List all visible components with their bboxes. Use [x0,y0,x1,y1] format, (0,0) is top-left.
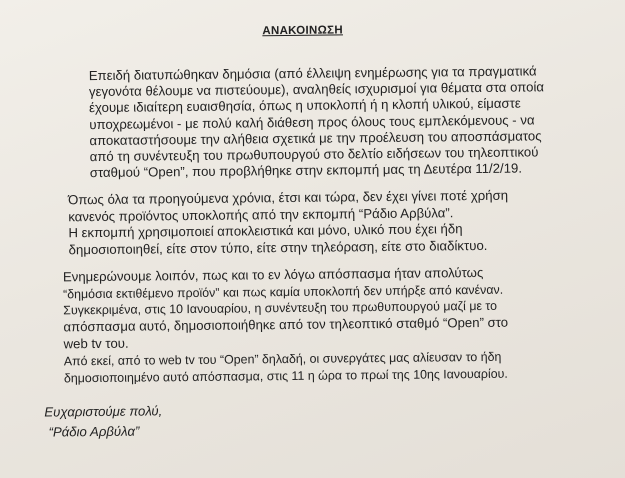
text-line: Η εκπομπή χρησιμοποιεί αποκλειστικά και μόνο, υλικό που έχει ήδη [68,221,463,241]
signoff-thanks: Ευχαριστούμε πολύ, [44,403,163,420]
text-line: Συγκεκριμένα, στις 10 Ιανουαρίου, η συνέντευξη του πρωθυπουργού μαζί με το [63,298,498,318]
text-line: αποκαταστήσουμε την αλήθεια σχετικά με την προέλευση του αποσπάσματος [89,128,542,149]
signoff-signature: “Ράδιο Αρβύλα” [48,423,140,440]
text-line: έχουμε ιδιαίτερη ευαισθησία, όπως η υποκλοπή ή η κλοπή υλικού, είμαστε [89,95,521,116]
text-line: υποχρεωμένοι - με πολύ καλή διάθεση προς όλους τους εμπλεκόμενους - να [89,112,535,133]
text-line: σταθμού “Open”, που προβλήθηκε στην εκπομπή μας τη Δευτέρα 11/2/19. [89,160,523,181]
text-line: Ενημερώνουμε λοιπόν, πως και το εν λόγω απόσπασμα ήταν απολύτως [62,264,484,285]
text-line: “δημόσια εκτιθέμενο προϊόν” και πως καμία υποκλοπή δεν υπήρξε από κανέναν. [63,282,504,302]
text-line: Από εκεί, από το web tv του “Open” δηλαδή, οι συνεργάτες μας αλίευσαν το ήδη [63,349,502,369]
text-line: δημοσιοποιημένο αυτό απόσπασμα, στις 11 η ώρα το πρωί της 10ης Ιανουαρίου. [63,366,508,386]
text-line: από τη συνέντευξη του πρωθυπουργού στο δελτίο ειδήσεων του τηλεοπτικού [89,144,539,165]
text-line: Όπως όλα τα προηγούμενα χρόνια, έτσι και τώρα, δεν έχει γίνει ποτέ χρήση [68,187,509,208]
text-line: απόσπασμα αυτό, δημοσιοποιήθηκε από τον τηλεοπτικό σταθμό “Open” στο [63,314,509,335]
text-line: δημοσιοποιηθεί, είτε στον τύπο, είτε στην τηλεόραση, είτε στο διαδίκτυο. [68,237,488,258]
text-line: κανενός προϊόντος υποκλοπής από την εκπομπή “Ράδιο Αρβύλα”. [68,205,454,225]
text-line: Επειδή διατυπώθηκαν δημόσια (από έλλειψη ενημέρωσης για τα πραγματικά [88,63,537,84]
document-title: ΑΝΑΚΟΙΝΩΣΗ [262,24,343,38]
text-line: web tv του. [63,335,129,352]
text-line: γεγονότα θέλουμε να πιστεύουμε), αναληθείς ισχυρισμοί για θέματα στα οποία [88,79,545,100]
